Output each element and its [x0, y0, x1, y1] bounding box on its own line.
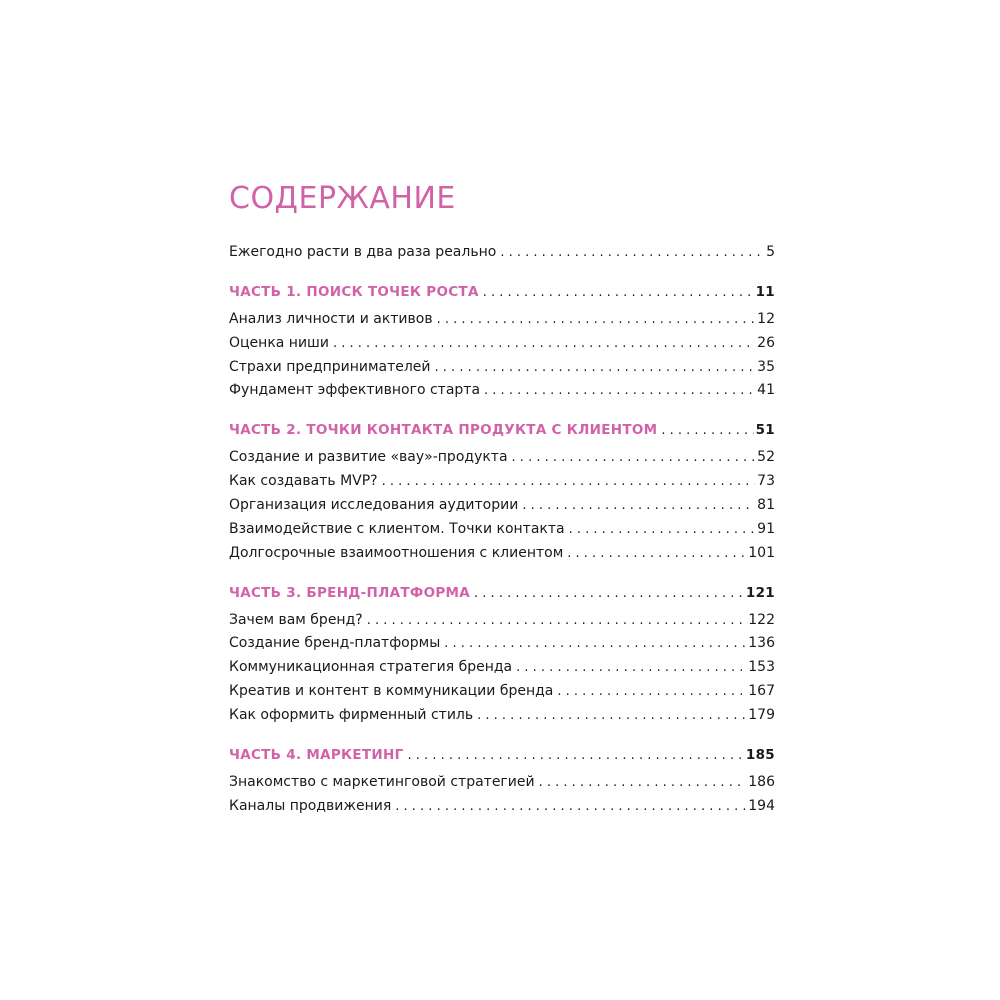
- toc-entry[interactable]: [229, 704, 775, 728]
- leader-dots: [435, 356, 756, 380]
- toc-entry[interactable]: [229, 332, 775, 356]
- entry-page: 194: [748, 797, 775, 814]
- leader-dots: [516, 656, 746, 680]
- toc-entry[interactable]: [229, 470, 775, 494]
- toc-entry[interactable]: [229, 518, 775, 542]
- entry-page: 81: [757, 497, 775, 514]
- entry-label: Создание и развитие «вау»-продукта: [229, 449, 508, 466]
- leader-dots: [367, 609, 747, 633]
- leader-dots: [522, 494, 755, 518]
- part-page: 11: [755, 283, 775, 300]
- toc-entry[interactable]: [229, 656, 775, 680]
- leader-dots: [512, 446, 756, 470]
- toc-entry[interactable]: [229, 795, 775, 819]
- leader-dots: [477, 704, 746, 728]
- part-heading-1[interactable]: [229, 281, 775, 305]
- toc-entry[interactable]: [229, 542, 775, 566]
- entry-page: 52: [757, 449, 775, 466]
- entry-label: Фундамент эффективного старта: [229, 382, 481, 399]
- entry-page: 167: [748, 683, 775, 700]
- entry-page: 122: [748, 611, 775, 628]
- part-page: 185: [745, 747, 775, 764]
- leader-dots: [444, 632, 746, 656]
- entry-page: 35: [757, 358, 775, 375]
- part-heading-2[interactable]: [229, 419, 775, 443]
- entry-label: Создание бренд-платформы: [229, 635, 441, 652]
- leader-dots: [483, 281, 754, 305]
- leader-dots: [567, 542, 746, 566]
- entry-page: 73: [757, 473, 775, 490]
- entry-label: Оценка ниши: [229, 334, 329, 351]
- leader-dots: [661, 419, 753, 443]
- leader-dots: [557, 680, 746, 704]
- part-page: 51: [755, 422, 775, 439]
- part-label: ЧАСТЬ 1. ПОИСК ТОЧЕК РОСТА: [229, 283, 479, 300]
- entry-page: 41: [757, 382, 775, 399]
- toc-entry[interactable]: [229, 308, 775, 332]
- leader-dots: [382, 470, 756, 494]
- leader-dots: [474, 582, 744, 606]
- entry-label: Долгосрочные взаимоотношения с клиентом: [229, 544, 564, 561]
- entry-page: 101: [748, 544, 775, 561]
- entry-page: 186: [748, 773, 775, 790]
- toc-entry[interactable]: [229, 356, 775, 380]
- entry-label: Страхи предпринимателей: [229, 358, 431, 375]
- toc-entry[interactable]: [229, 379, 775, 403]
- toc-entry[interactable]: [229, 609, 775, 633]
- entry-page: 136: [748, 635, 775, 652]
- part-heading-3[interactable]: [229, 582, 775, 606]
- entry-page: 179: [748, 707, 775, 724]
- leader-dots: [408, 744, 744, 768]
- leader-dots: [333, 332, 755, 356]
- entry-page: 153: [748, 659, 775, 676]
- entry-label: Зачем вам бренд?: [229, 611, 363, 628]
- entry-label: Анализ личности и активов: [229, 310, 433, 327]
- entry-label: Креатив и контент в коммуникации бренда: [229, 683, 554, 700]
- entry-page: 91: [757, 520, 775, 537]
- entry-label: Организация исследования аудитории: [229, 497, 519, 514]
- leader-dots: [437, 308, 756, 332]
- part-label: ЧАСТЬ 2. ТОЧКИ КОНТАКТА ПРОДУКТА С КЛИЕНТОМ: [229, 422, 658, 439]
- part-heading-4[interactable]: [229, 744, 775, 768]
- table-of-contents: [229, 178, 775, 819]
- toc-entry[interactable]: [229, 680, 775, 704]
- entry-label: Ежегодно расти в два раза реально: [229, 244, 497, 260]
- entry-page: 5: [766, 244, 775, 260]
- toc-entry[interactable]: [229, 771, 775, 795]
- part-label: ЧАСТЬ 4. МАРКЕТИНГ: [229, 747, 404, 764]
- entry-label: Как оформить фирменный стиль: [229, 707, 474, 724]
- part-page: 121: [745, 584, 775, 601]
- entry-page: 12: [757, 310, 775, 327]
- leader-dots: [395, 795, 746, 819]
- entry-label: Коммуникационная стратегия бренда: [229, 659, 513, 676]
- entry-label: Каналы продвижения: [229, 797, 392, 814]
- toc-entry[interactable]: [229, 446, 775, 470]
- toc-title: СОДЕРЖАНИЕ: [229, 181, 456, 216]
- part-label: ЧАСТЬ 3. БРЕНД-ПЛАТФОРМА: [229, 584, 471, 601]
- leader-dots: [569, 518, 756, 542]
- leader-dots: [484, 379, 755, 403]
- entry-label: Взаимодействие с клиентом. Точки контакта: [229, 520, 565, 537]
- entry-label: Знакомство с маркетинговой стратегией: [229, 773, 535, 790]
- toc-entry[interactable]: [229, 632, 775, 656]
- toc-intro-entry[interactable]: [229, 241, 775, 265]
- entry-page: 26: [757, 334, 775, 351]
- toc-entry[interactable]: [229, 494, 775, 518]
- leader-dots: [539, 771, 747, 795]
- leader-dots: [500, 241, 764, 265]
- entry-label: Как создавать MVP?: [229, 473, 378, 490]
